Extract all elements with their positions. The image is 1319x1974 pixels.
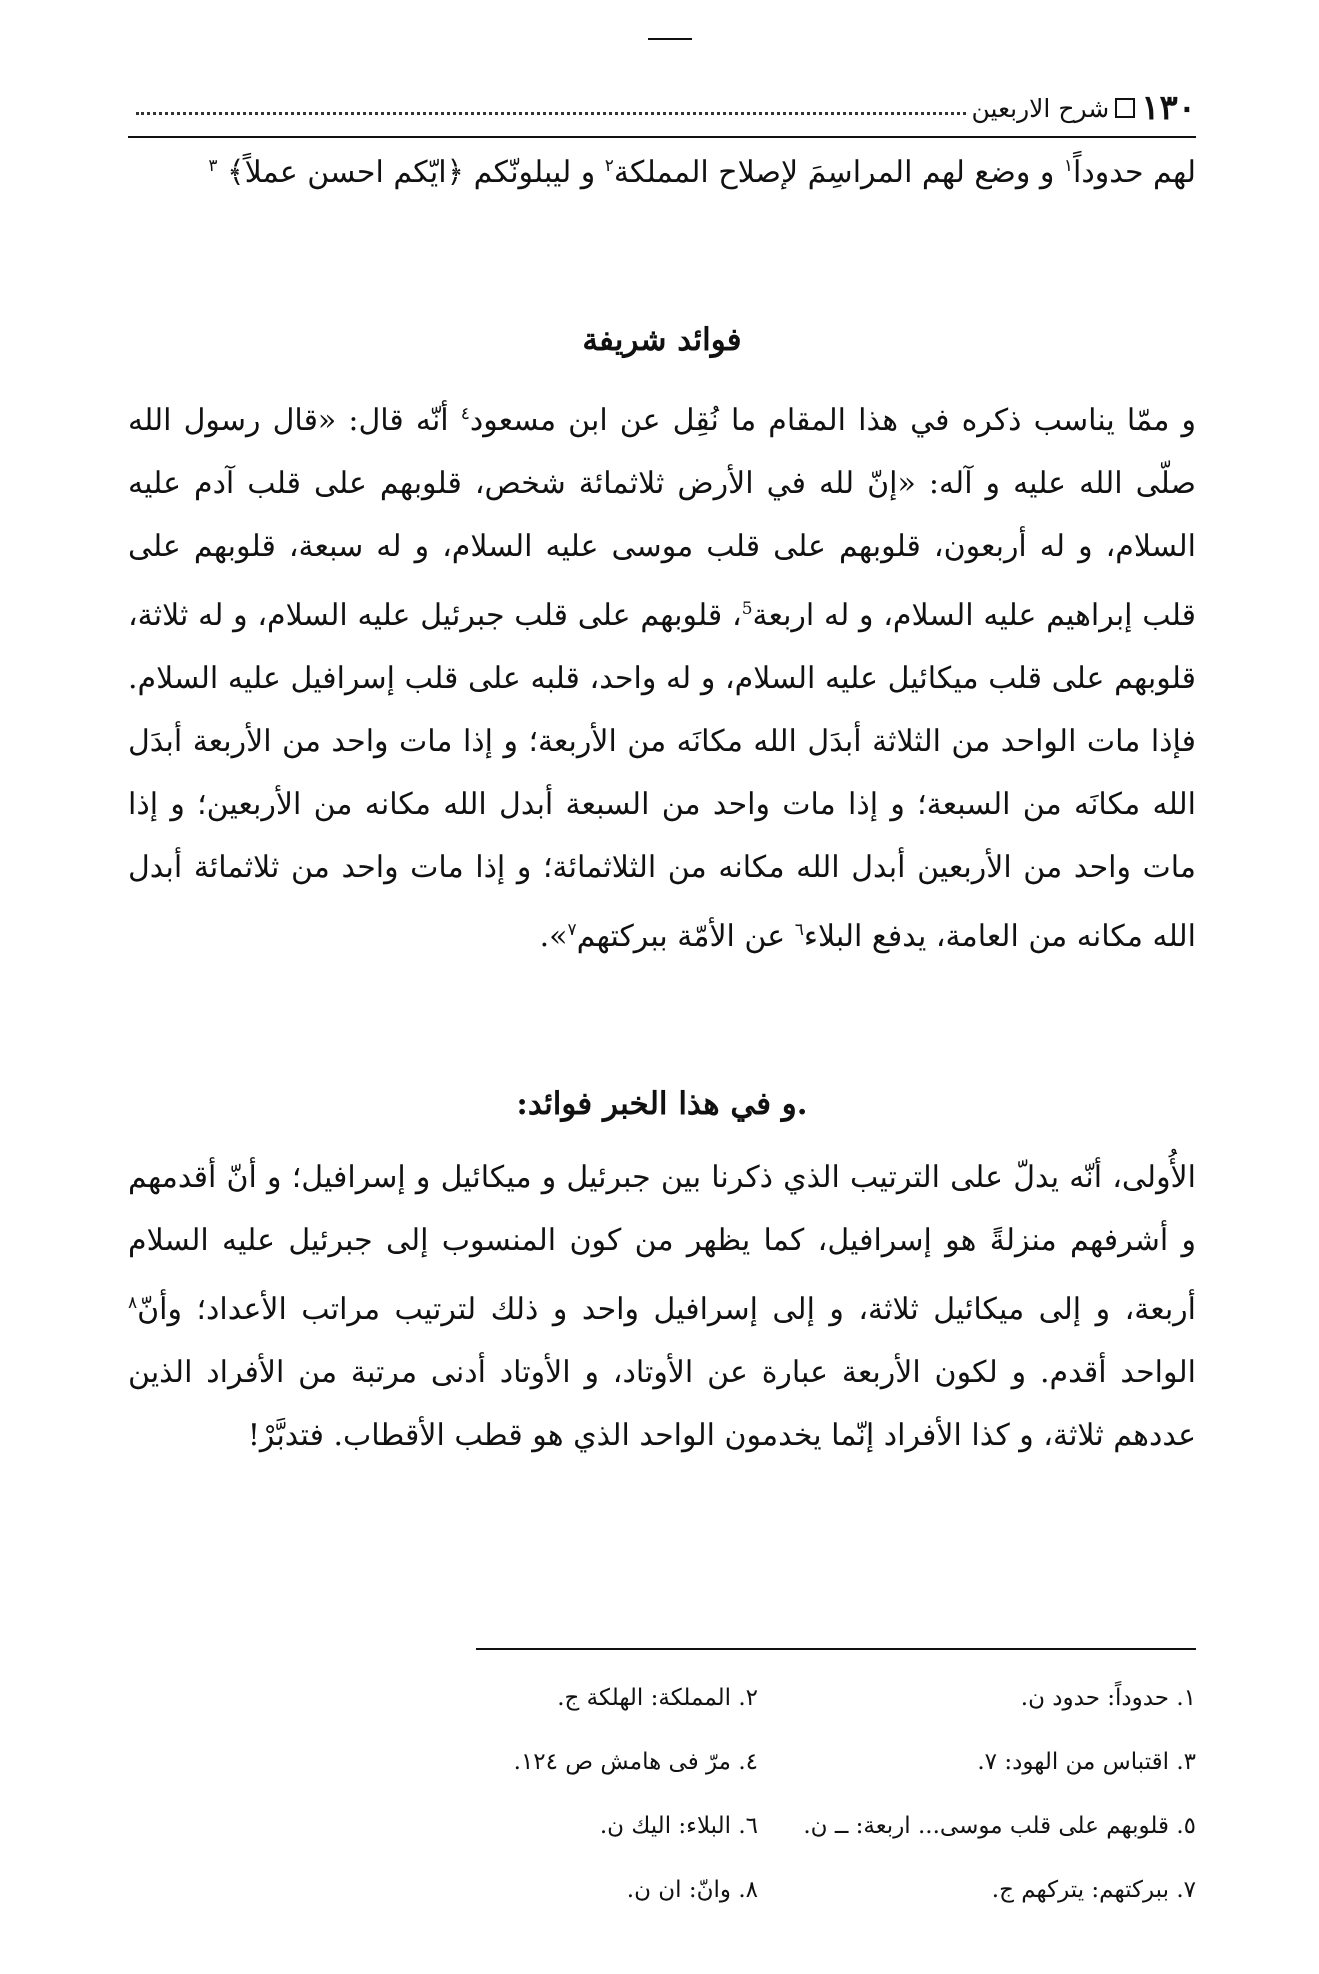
footnote: ٤. مرّ فى هامش ص ١٢٤. — [513, 1749, 758, 1775]
footnote-rule — [476, 1648, 1196, 1650]
text-run: الأُولى، أنّه يدلّ على الترتيب الذي ذكرنا بين جبرئيل و ميكائيل و إسرافيل؛ و أنّ أقدمهم و أشرفهم منزلةً هو إسرافيل، كما يظهر من كون المنسوب إلى جبرئيل عليه السلام أربعة، و إلى ميكائيل ثلاثة، و إلى إسرافيل واحد و ذلك لترتيب مراتب الأعداد؛ وأنّ — [128, 1160, 1196, 1327]
footnote-marker: ٣ — [208, 156, 218, 176]
top-line — [128, 135, 1196, 204]
footnote-marker: ٧ — [567, 920, 577, 940]
footnote: ٣. اقتباس من الهود: ٧. — [977, 1749, 1196, 1775]
footnote: ١. حدوداً: حدود ن. — [1020, 1685, 1196, 1711]
section-paragraph — [128, 1146, 1196, 1467]
section-paragraph — [128, 383, 1196, 968]
footnote: ٧. ببركتهم: يتركهم ج. — [991, 1877, 1196, 1903]
top-dash — [648, 38, 692, 40]
text-run: ، قلوبهم على قلب جبرئيل عليه السلام، و له ثلاثة، قلوبهم على قلب ميكائيل عليه السلام، و له واحد، قلبه على قلب إسرافيل عليه السلام. فإذا مات الواحد من الثلاثة أبدَل الله مكانَه من الأربعة؛ و إذا مات واحد من الأربعة أبدَل الله مكانَه من السبعة؛ و إذا مات واحد من السبعة أبدل الله مكانه من الأربعين؛ و إذا مات واحد من الأربعين أبدل الله مكانه من الثلاثمائة؛ و إذا مات واحد من ثلاثمائة أبدل الله مكانه من العامة، يدفع البلاء — [128, 598, 1196, 954]
section-heading: فوائد شريفة — [582, 322, 742, 358]
text-run: و ممّا يناسب ذكره في هذا المقام ما نُقِل عن ابن مسعود — [469, 403, 1196, 438]
footnote: ٦. البلاء: اليك ن. — [599, 1813, 758, 1839]
dot-leader — [136, 102, 966, 115]
text-run: عن الأمّة ببركتهم — [576, 919, 795, 954]
footnote: ٥. قلوبهم على قلب موسى... اربعة: ــ ن. — [803, 1813, 1196, 1839]
footnote: ٢. المملكة: الهلكة ج. — [557, 1685, 758, 1711]
footnote-marker: 5 — [741, 599, 753, 619]
running-header — [128, 82, 1196, 134]
header-box-icon — [1115, 98, 1135, 118]
text-run: لهم حدوداً — [1073, 155, 1196, 190]
section-heading: .و في هذا الخبر فوائد: — [516, 1086, 808, 1122]
page-number: ١٣٠ — [1141, 88, 1196, 128]
footnote-marker: ١ — [1063, 156, 1074, 176]
text-run: و ليبلونّكم ﴿ايّكم احسن عملاً﴾ — [217, 155, 605, 190]
text-run: و وضع لهم المراسِمَ لإصلاح المملكة — [613, 155, 1064, 190]
text-run: أنّه قال: «قال رسول الله صلّى الله عليه و آله: «إنّ لله في الأرض ثلاثمائة شخص، قلوبهم على قلب آدم عليه السلام، و له أربعون، قلوبهم على قلب موسى عليه السلام، و له سبعة، قلوبهم على قلب إبراهيم عليه السلام، و له اربعة — [128, 403, 1196, 633]
text-run: الواحد أقدم. و لكون الأربعة عبارة عن الأوتاد، و الأوتاد أدنى مرتبة من الأفراد الذين عددهم ثلاثة، و كذا الأفراد إنّما يخدمون الواحد الذي هو قطب الأقطاب. فتدبَّرْ! — [128, 1355, 1196, 1453]
text-run: ». — [539, 919, 568, 954]
footnotes — [360, 1670, 1196, 1918]
footnote-marker: ٤ — [460, 404, 470, 424]
footnote: ٨. وانّ: ان ن. — [626, 1877, 758, 1903]
footnote-marker: ٦ — [794, 920, 804, 940]
footnote-marker: ٢ — [604, 156, 614, 176]
header-title: شرح الاربعين — [971, 93, 1110, 123]
footnote-marker: ٨ — [128, 1293, 138, 1313]
